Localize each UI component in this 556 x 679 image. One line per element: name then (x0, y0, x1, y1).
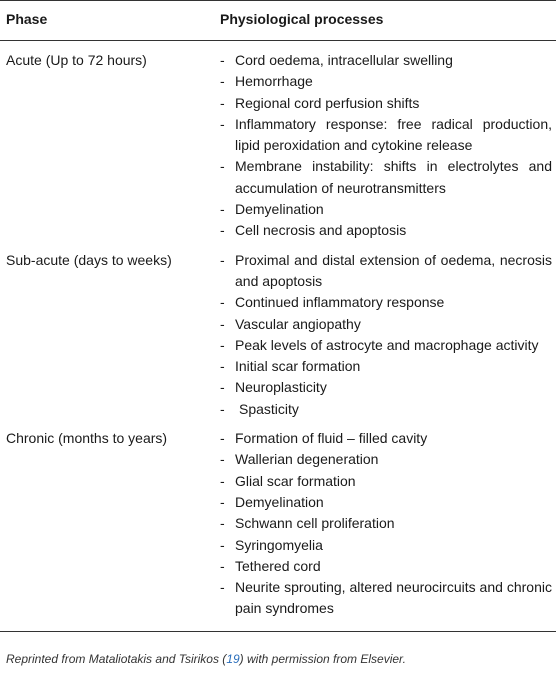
process-text: Continued inflammatory response (235, 294, 445, 311)
process-text: Demyelination (235, 493, 324, 510)
list-item (220, 114, 556, 157)
dash-bullet: - (220, 115, 225, 132)
process-text: Hemorrhage (235, 73, 313, 90)
header-processes: Physiological processes (220, 11, 384, 27)
list-item (220, 471, 556, 492)
list-item (220, 377, 556, 398)
list-item (220, 556, 556, 577)
list-item (220, 199, 556, 220)
process-text: Glial scar formation (235, 472, 356, 489)
table-row (0, 242, 556, 420)
footnote-suffix: ) with permission from Elsevier. (239, 652, 406, 666)
process-text: Proximal and distal extension of oedema, necrosis and apoptosis (235, 251, 552, 289)
list-item (220, 577, 556, 620)
process-text: Inflammatory response: free radical production, lipid peroxidation and cytokine release (235, 115, 552, 154)
dash-bullet: - (220, 222, 225, 239)
list-item (220, 449, 556, 470)
process-text: Syringomyelia (235, 536, 323, 553)
dash-bullet: - (220, 400, 225, 417)
dash-bullet: - (220, 315, 225, 332)
process-text: Demyelination (235, 201, 324, 218)
list-item (220, 93, 556, 114)
process-text: Neuroplasticity (235, 379, 327, 396)
process-text: Cord oedema, intracellular swelling (235, 52, 453, 68)
list-item (220, 71, 556, 92)
process-list (220, 428, 556, 620)
dash-bullet: - (220, 73, 225, 90)
list-item (220, 335, 556, 356)
dash-bullet: - (220, 294, 225, 311)
list-item (220, 156, 556, 199)
dash-bullet: - (220, 158, 225, 175)
list-item (220, 535, 556, 556)
list-item (220, 50, 556, 71)
dash-bullet: - (220, 336, 225, 353)
dash-bullet: - (220, 536, 225, 553)
dash-bullet: - (220, 201, 225, 218)
list-item (220, 220, 556, 241)
process-text: Regional cord perfusion shifts (235, 94, 420, 111)
footnote (6, 652, 406, 666)
footnote-prefix: Reprinted from Mataliotakis and Tsirikos ( (6, 652, 227, 666)
bottom-rule (0, 631, 556, 632)
process-text: Schwann cell proliferation (235, 515, 395, 532)
dash-bullet: - (220, 379, 225, 396)
process-text: Cell necrosis and apoptosis (235, 222, 407, 239)
list-item (220, 513, 556, 534)
process-list (220, 250, 556, 420)
dash-bullet: - (220, 94, 225, 111)
dash-bullet: - (220, 472, 225, 489)
process-list (220, 50, 556, 242)
process-text: Membrane instability: shifts in electrolytes and accumulation of neurotransmitters (235, 158, 552, 196)
process-text: Tethered cord (235, 557, 321, 574)
process-text: Formation of fluid – filled cavity (235, 430, 428, 447)
phase-cell: Acute (Up to 72 hours) (6, 52, 147, 68)
dash-bullet: - (220, 515, 225, 532)
list-item (220, 492, 556, 513)
table-row (0, 41, 556, 242)
dash-bullet: - (220, 451, 225, 468)
dash-bullet: - (220, 251, 225, 268)
header-phase: Phase (6, 11, 48, 27)
dash-bullet: - (220, 358, 225, 375)
process-text: Neurite sprouting, altered neurocircuits and chronic pain syndromes (235, 579, 552, 617)
dash-bullet: - (220, 493, 225, 510)
reference-link[interactable]: 19 (226, 652, 240, 666)
table-bottom-gap (0, 620, 556, 631)
table-header (0, 1, 556, 40)
process-text: Initial scar formation (235, 358, 361, 375)
list-item (220, 399, 556, 420)
phase-cell: Sub-acute (days to weeks) (6, 251, 172, 268)
list-item (220, 356, 556, 377)
process-text: Wallerian degeneration (235, 451, 379, 468)
process-text: Spasticity (239, 400, 299, 417)
phase-cell: Chronic (months to years) (6, 430, 168, 447)
dash-bullet: - (220, 52, 225, 68)
table-row (0, 420, 556, 620)
table-body (0, 41, 556, 620)
list-item (220, 292, 556, 313)
process-text: Vascular angiopathy (235, 315, 361, 332)
list-item (220, 314, 556, 335)
list-item (220, 428, 556, 449)
process-text: Peak levels of astrocyte and macrophage activity (235, 336, 539, 353)
dash-bullet: - (220, 579, 225, 596)
dash-bullet: - (220, 557, 225, 574)
list-item (220, 250, 556, 293)
dash-bullet: - (220, 430, 225, 447)
